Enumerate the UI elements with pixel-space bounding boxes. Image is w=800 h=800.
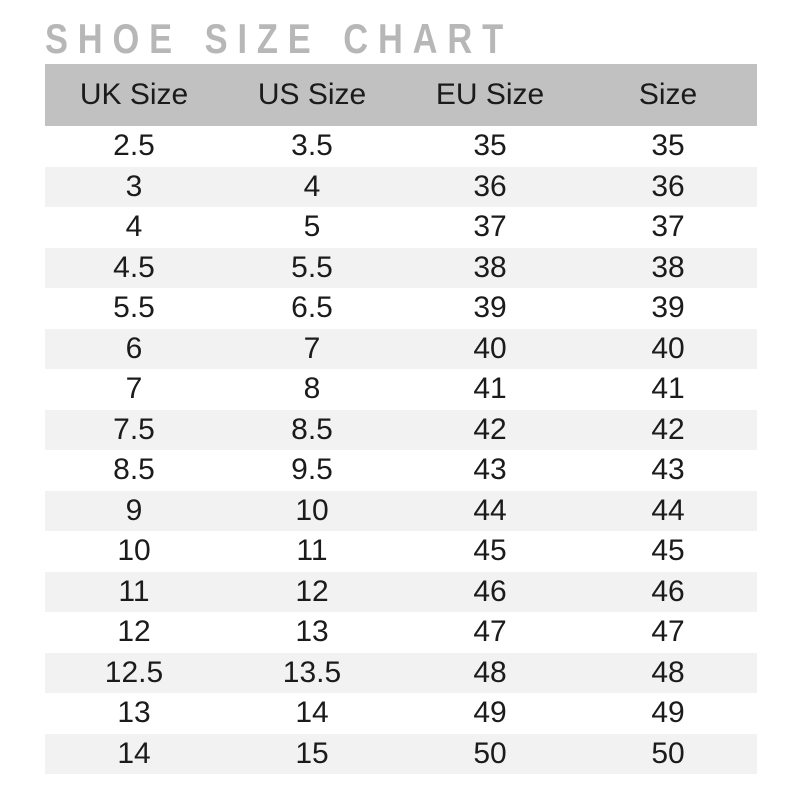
table-cell: 38 xyxy=(473,250,507,284)
table-cell: 5 xyxy=(303,210,321,244)
table-row xyxy=(45,612,757,653)
table-cell: 6 xyxy=(125,331,143,365)
table-cell: 6.5 xyxy=(291,291,333,325)
table-cell: 2.5 xyxy=(113,129,155,163)
table-cell: 10 xyxy=(295,493,329,527)
table-cell: 45 xyxy=(473,534,507,568)
table-cell: 4.5 xyxy=(113,250,155,284)
table-row xyxy=(45,531,757,572)
table-cell: 10 xyxy=(117,534,151,568)
table-row xyxy=(45,167,757,208)
table-cell: 3.5 xyxy=(291,129,333,163)
table-cell: 39 xyxy=(651,291,685,325)
table-cell: 35 xyxy=(651,129,685,163)
table-row xyxy=(45,653,757,694)
column-header-uk-size: UK Size xyxy=(45,64,223,126)
table-cell: 12 xyxy=(295,574,329,608)
table-cell: 3 xyxy=(125,169,143,203)
table-cell: 47 xyxy=(651,615,685,649)
table-cell: 37 xyxy=(473,210,507,244)
table-cell: 4 xyxy=(125,210,143,244)
table-cell: 46 xyxy=(473,574,507,608)
table-cell: 8 xyxy=(303,372,321,406)
table-cell: 13 xyxy=(295,615,329,649)
table-cell: 45 xyxy=(651,534,685,568)
table-cell: 49 xyxy=(473,696,507,730)
table-cell: 35 xyxy=(473,129,507,163)
table-cell: 42 xyxy=(473,412,507,446)
table-cell: 15 xyxy=(295,736,329,770)
table-row xyxy=(45,369,757,410)
table-cell: 41 xyxy=(473,372,507,406)
table-cell: 41 xyxy=(651,372,685,406)
table-cell: 11 xyxy=(118,574,150,608)
table-cell: 44 xyxy=(473,493,507,527)
table-cell: 4 xyxy=(303,169,321,203)
column-header-us-size: US Size xyxy=(223,64,401,126)
table-row xyxy=(45,207,757,248)
table-cell: 8.5 xyxy=(113,453,155,487)
table-row xyxy=(45,410,757,451)
shoe-size-table xyxy=(45,64,757,774)
table-cell: 43 xyxy=(651,453,685,487)
table-cell: 50 xyxy=(651,736,685,770)
table-cell: 8.5 xyxy=(291,412,333,446)
table-cell: 5.5 xyxy=(291,250,333,284)
table-cell: 43 xyxy=(473,453,507,487)
table-cell: 9 xyxy=(125,493,143,527)
table-cell: 44 xyxy=(651,493,685,527)
column-header-size: Size xyxy=(579,64,757,126)
table-cell: 13.5 xyxy=(282,655,342,689)
table-cell: 7 xyxy=(303,331,321,365)
table-row xyxy=(45,693,757,734)
table-cell: 7.5 xyxy=(113,412,155,446)
table-header-row xyxy=(45,64,757,126)
table-row xyxy=(45,491,757,532)
table-cell: 50 xyxy=(473,736,507,770)
table-cell: 14 xyxy=(117,736,151,770)
table-cell: 36 xyxy=(473,169,507,203)
table-cell: 36 xyxy=(651,169,685,203)
column-header-eu-size: EU Size xyxy=(401,64,579,126)
table-row xyxy=(45,288,757,329)
table-cell: 39 xyxy=(473,291,507,325)
table-cell: 40 xyxy=(473,331,507,365)
table-row xyxy=(45,450,757,491)
table-cell: 40 xyxy=(651,331,685,365)
table-cell: 13 xyxy=(117,696,151,730)
table-row xyxy=(45,572,757,613)
size-table-body xyxy=(45,126,757,774)
table-cell: 48 xyxy=(651,655,685,689)
table-cell: 7 xyxy=(125,372,143,406)
table-cell: 14 xyxy=(295,696,329,730)
table-cell: 5.5 xyxy=(113,291,155,325)
table-header xyxy=(45,64,757,126)
table-cell: 11 xyxy=(296,534,328,568)
table-row xyxy=(45,329,757,370)
table-row xyxy=(45,734,757,775)
table-cell: 12 xyxy=(117,615,151,649)
table-cell: 37 xyxy=(651,210,685,244)
table-cell: 9.5 xyxy=(291,453,333,487)
table-cell: 38 xyxy=(651,250,685,284)
table-cell: 12.5 xyxy=(104,655,164,689)
table-cell: 49 xyxy=(651,696,685,730)
table-row xyxy=(45,248,757,289)
table-row xyxy=(45,126,757,167)
table-cell: 47 xyxy=(473,615,507,649)
page-title: SHOE SIZE CHART xyxy=(45,15,513,62)
table-cell: 48 xyxy=(473,655,507,689)
table-cell: 46 xyxy=(651,574,685,608)
table-cell: 42 xyxy=(651,412,685,446)
